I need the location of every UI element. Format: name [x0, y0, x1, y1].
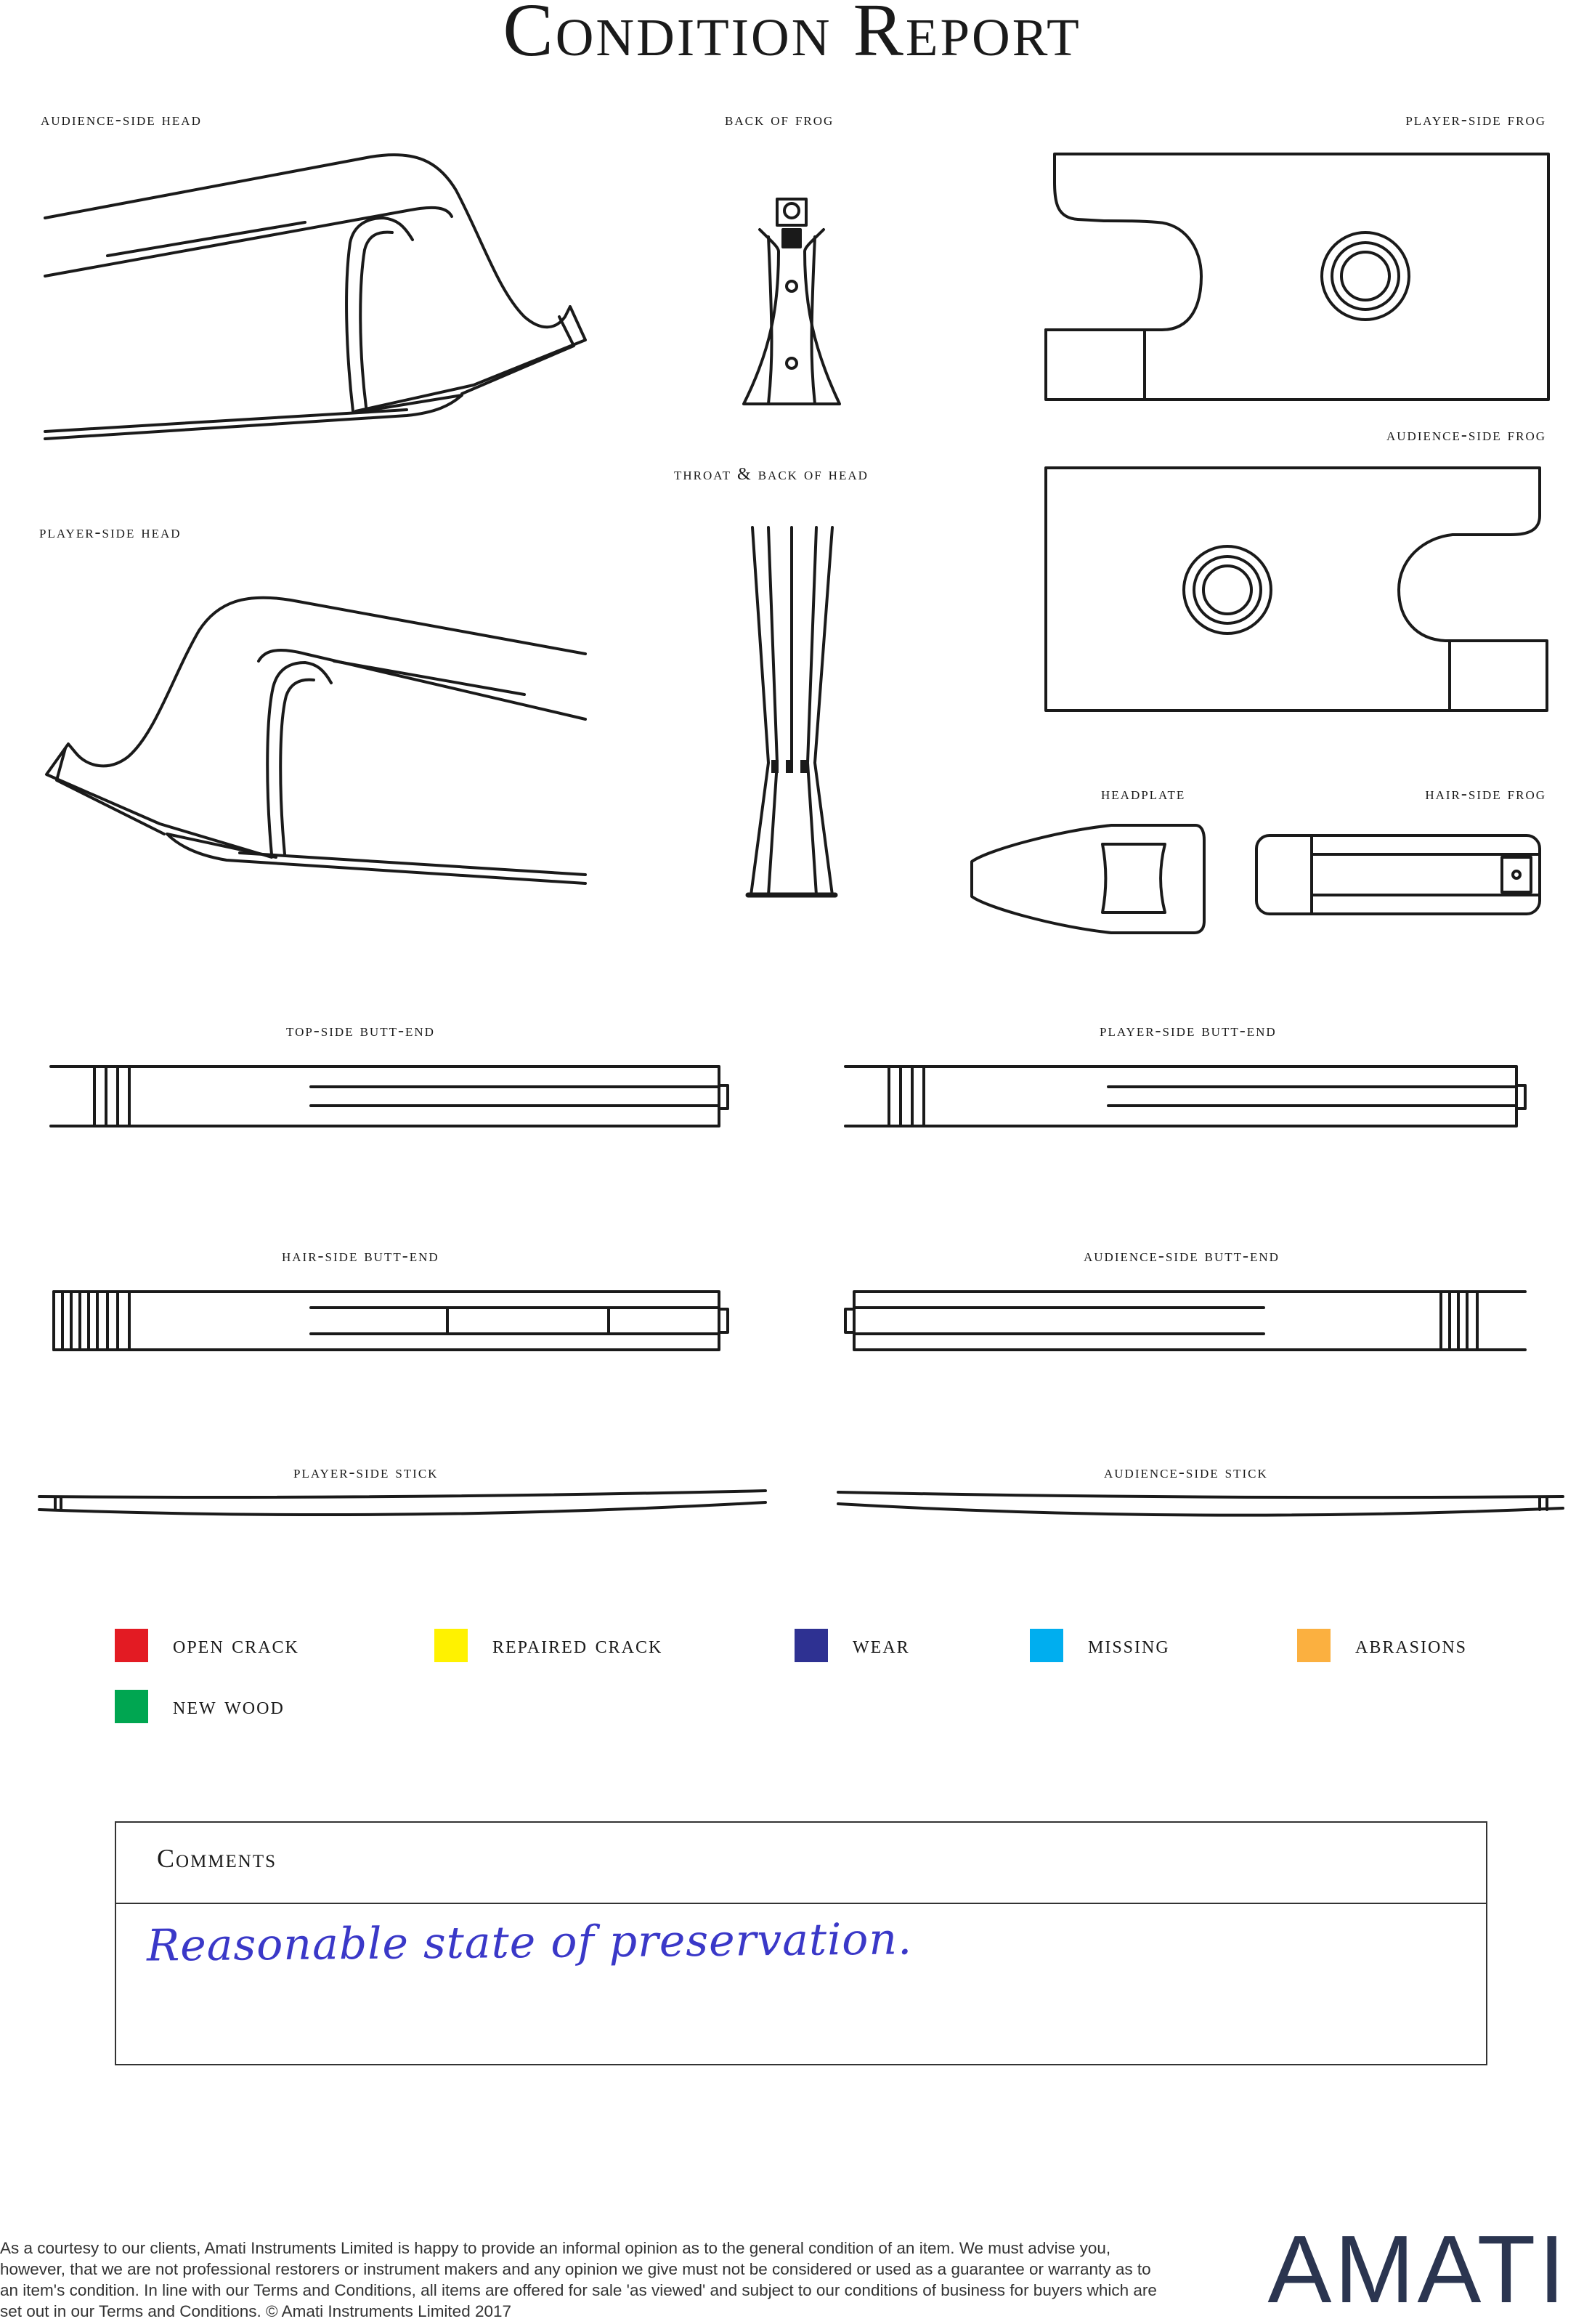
legend-open-crack — [115, 1627, 299, 1664]
legend-label: abrasions — [1355, 1632, 1468, 1659]
brand-logo: AMATI — [1267, 2216, 1568, 2323]
footer-disclaimer: As a courtesy to our clients, Amati Instruments Limited is happy to provide an informal opinion as to the general condition of an item. We must advise you, however, that we are not professional restorers or instrument makers and any opinion we give must not be considered or used as a guarantee or warranty as to an item's condition. In line with our Terms and Conditions, all items are offered for sale 'as viewed' and subject to our conditions of business for buyers which are set out in our Terms and Conditions. © Amati Instruments Limited 2017 — [0, 2239, 1157, 2320]
legend-new-wood — [115, 1688, 285, 1725]
label-audience-side-stick: audience-side stick — [1104, 1463, 1268, 1482]
headplate-drawing — [972, 825, 1204, 933]
legend-label: new wood — [173, 1693, 285, 1720]
legend-swatch-wear — [795, 1629, 828, 1662]
label-player-side-stick: player-side stick — [293, 1463, 439, 1482]
legend-swatch-repaired-crack — [434, 1629, 468, 1662]
top-side-butt-end-drawing — [51, 1066, 728, 1126]
player-side-stick-drawing — [39, 1491, 765, 1515]
legend-swatch-open-crack — [115, 1629, 148, 1662]
comments-header — [116, 1823, 1486, 1904]
label-top-side-butt-end: top-side butt-end — [286, 1021, 435, 1040]
legend-swatch-new-wood — [115, 1690, 148, 1723]
throat-back-of-head-drawing — [748, 527, 835, 895]
player-side-butt-end-drawing — [845, 1066, 1525, 1126]
audience-side-frog-drawing — [1046, 468, 1547, 710]
audience-side-stick-drawing — [838, 1492, 1563, 1515]
label-throat-back-of-head: throat & back of head — [674, 465, 869, 484]
legend-label: open crack — [173, 1632, 299, 1659]
legend-label: wear — [853, 1632, 910, 1659]
label-headplate: headplate — [1101, 785, 1186, 803]
player-side-head-drawing — [46, 598, 585, 883]
player-side-frog-drawing — [1046, 154, 1548, 400]
comments-box — [115, 1821, 1487, 2065]
page-title: Condition Report — [503, 0, 1081, 72]
hair-side-butt-end-drawing — [54, 1292, 728, 1350]
audience-side-butt-end-drawing — [845, 1292, 1525, 1350]
label-player-side-butt-end: player-side butt-end — [1100, 1021, 1277, 1040]
audience-side-head-drawing — [45, 155, 585, 439]
legend-swatch-abrasions — [1297, 1629, 1331, 1662]
legend-wear — [795, 1627, 910, 1664]
legend-missing — [1030, 1627, 1170, 1664]
legend-label: repaired crack — [492, 1632, 663, 1659]
comments-heading: Comments — [157, 1844, 277, 1873]
label-back-of-frog: back of frog — [725, 110, 834, 129]
legend-repaired-crack — [434, 1627, 662, 1664]
hair-side-frog-drawing — [1256, 835, 1540, 914]
label-player-side-frog: player-side frog — [1405, 110, 1546, 129]
back-of-frog-drawing — [744, 199, 840, 404]
legend-swatch-missing — [1030, 1629, 1063, 1662]
label-audience-side-frog: audience-side frog — [1386, 426, 1546, 445]
label-player-side-head: player-side head — [39, 523, 182, 542]
legend-abrasions — [1297, 1627, 1467, 1664]
legend-label: missing — [1088, 1632, 1170, 1659]
label-audience-side-head: audience-side head — [41, 110, 202, 129]
label-hair-side-frog: hair-side frog — [1425, 785, 1546, 803]
handwritten-comment: Reasonable state of preservation. — [146, 1914, 913, 1972]
label-hair-side-butt-end: hair-side butt-end — [282, 1247, 439, 1266]
label-audience-side-butt-end: audience-side butt-end — [1084, 1247, 1280, 1266]
